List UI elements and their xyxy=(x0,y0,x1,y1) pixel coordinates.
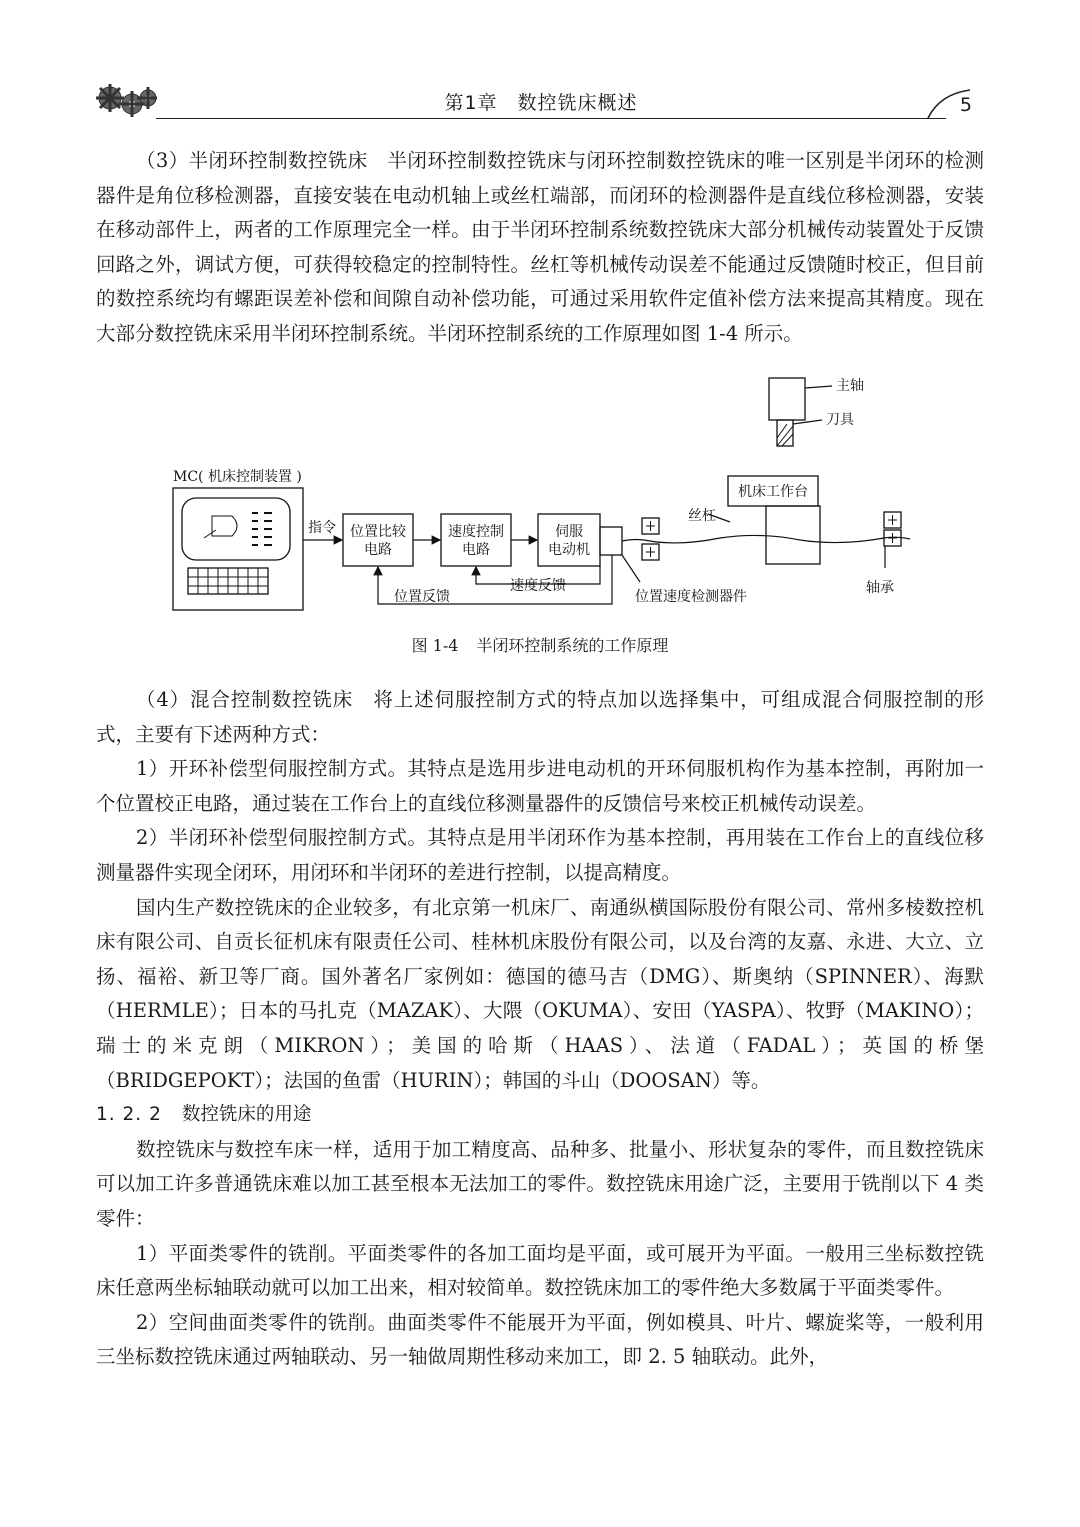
label-servo-1: 伺服 xyxy=(555,524,583,540)
page-number-arc xyxy=(926,88,986,128)
block-position-compare xyxy=(343,514,413,566)
spindle-box xyxy=(769,378,805,420)
label-leadscrew: 丝杠 xyxy=(688,508,716,524)
caption-number: 图 1-4 xyxy=(411,636,459,655)
paragraph: 国内生产数控铣床的企业较多，有北京第一机床厂、南通纵横国际股份有限公司、常州多棱数控机床有限公司、自贡长征机床有限责任公司、桂林机床股份有限公司，以及台湾的友嘉、永进、大立、立扬、福裕、新卫等厂商。国外著名厂家例如：德国的德马吉（DMG）、斯奥纳（SPINNER）、海默（HERMLE）；日本的马扎克（MAZAK）、大隈（OKUMA）、安田（YASPA）、牧野（MAKINO）；瑞士的米克朗（MIKRON）；美国的哈斯（HAAS）、法道（FADAL）；英国的桥堡（BRIDGEPOKT）；法国的鱼雷（HURIN）；韩国的斗山（DOOSAN）等。 xyxy=(96,895,984,1092)
label-worktable: 机床工作台 xyxy=(738,484,808,500)
label-servo-2: 电动机 xyxy=(548,542,590,558)
paragraph: 2）空间曲面类零件的铣削。曲面类零件不能展开为平面，例如模具、叶片、螺旋桨等，一般利用三坐标数控铣床通过两轴联动、另一轴做周期性移动来加工，即 2. 5 轴联动。此外， xyxy=(96,1310,984,1369)
header-rule xyxy=(156,118,946,119)
page-number: 5 xyxy=(959,94,972,116)
block-speed-control xyxy=(441,514,511,566)
page-header xyxy=(96,78,986,128)
label-spindle: 主轴 xyxy=(836,378,864,394)
label-mc: MC( 机床控制装置 ) xyxy=(173,469,302,485)
paragraph: 1）平面类零件的铣削。平面类零件的各加工面均是平面，或可展开为平面。一般用三坐标数控铣床任意两坐标轴联动就可以加工出来，相对较简单。数控铣床加工的零件绝大多数属于平面类零件。 xyxy=(96,1241,984,1300)
worktable-body xyxy=(766,506,820,564)
section-heading xyxy=(96,1098,984,1133)
label-bearing: 轴承 xyxy=(866,580,894,596)
figure-caption xyxy=(0,633,1080,656)
caption-text: 半闭环控制系统的工作原理 xyxy=(476,636,669,655)
chapter-title: 第1章 数控铣床概述 xyxy=(444,92,638,114)
label-detector: 位置速度检测器件 xyxy=(635,589,747,605)
paragraph: （4）混合控制数控铣床 将上述伺服控制方式的特点加以选择集中，可组成混合伺服控制的形式，主要有下述两种方式： xyxy=(96,688,984,746)
paragraph: 2）半闭环补偿型伺服控制方式。其特点是用半闭环作为基本控制，再用装在工作台上的直线位移测量器件实现全闭环，用闭环和半闭环的差进行控制，以提高精度。 xyxy=(96,826,984,884)
label-position-compare-2: 电路 xyxy=(364,542,392,558)
paragraph: 1）开环补偿型伺服控制方式。其特点是选用步进电动机的开环伺服机构作为基本控制，再附加一个位置校正电路，通过装在工作台上的直线位移测量器件的反馈信号来校正机械传动误差。 xyxy=(96,757,984,815)
label-tool: 刀具 xyxy=(826,412,854,428)
label-position-compare-1: 位置比较 xyxy=(350,524,406,540)
paragraph: 数控铣床与数控车床一样，适用于加工精度高、品种多、批量小、形状复杂的零件，而且数控铣床可以加工许多普通铣床难以加工甚至根本无法加工的零件。数控铣床用途广泛，主要用于铣削以下 4 类零件： xyxy=(96,1137,984,1230)
figure-1-4 xyxy=(160,368,920,628)
label-command: 指令 xyxy=(308,520,336,536)
section-title: 数控铣床的用途 xyxy=(181,1104,312,1126)
label-speed-control-1: 速度控制 xyxy=(448,524,504,540)
body-text-bottom xyxy=(96,683,984,1375)
body-text-top xyxy=(96,144,984,352)
detector-box xyxy=(600,527,622,555)
mc-screen xyxy=(182,498,290,560)
block-servo-motor xyxy=(538,514,600,566)
paragraph: （3）半闭环控制数控铣床 半闭环控制数控铣床与闭环控制数控铣床的唯一区别是半闭环的检测器件是角位移检测器，直接安装在电动机轴上或丝杠端部，而闭环的检测器件是直线位移检测器，安装在移动部件上，两者的工作原理完全一样。由于半闭环控制系统数控铣床大部分机械传动装置处于反馈回路之外，调试方便，可获得较稳定的控制特性。丝杠等机械传动误差不能通过反馈随时校正，但目前的数控系统均有螺距误差补偿和间隙自动补偿功能，可通过采用软件定值补偿方法来提高其精度。现在大部分数控铣床采用半闭环控制系统。半闭环控制系统的工作原理如图 1-4 所示。 xyxy=(96,149,984,345)
label-speed-control-2: 电路 xyxy=(462,542,490,558)
label-position-feedback: 位置反馈 xyxy=(394,589,450,605)
label-speed-feedback: 速度反馈 xyxy=(510,578,566,594)
section-number: 1. 2. 2 xyxy=(96,1104,162,1126)
figure-diagram xyxy=(160,368,920,628)
